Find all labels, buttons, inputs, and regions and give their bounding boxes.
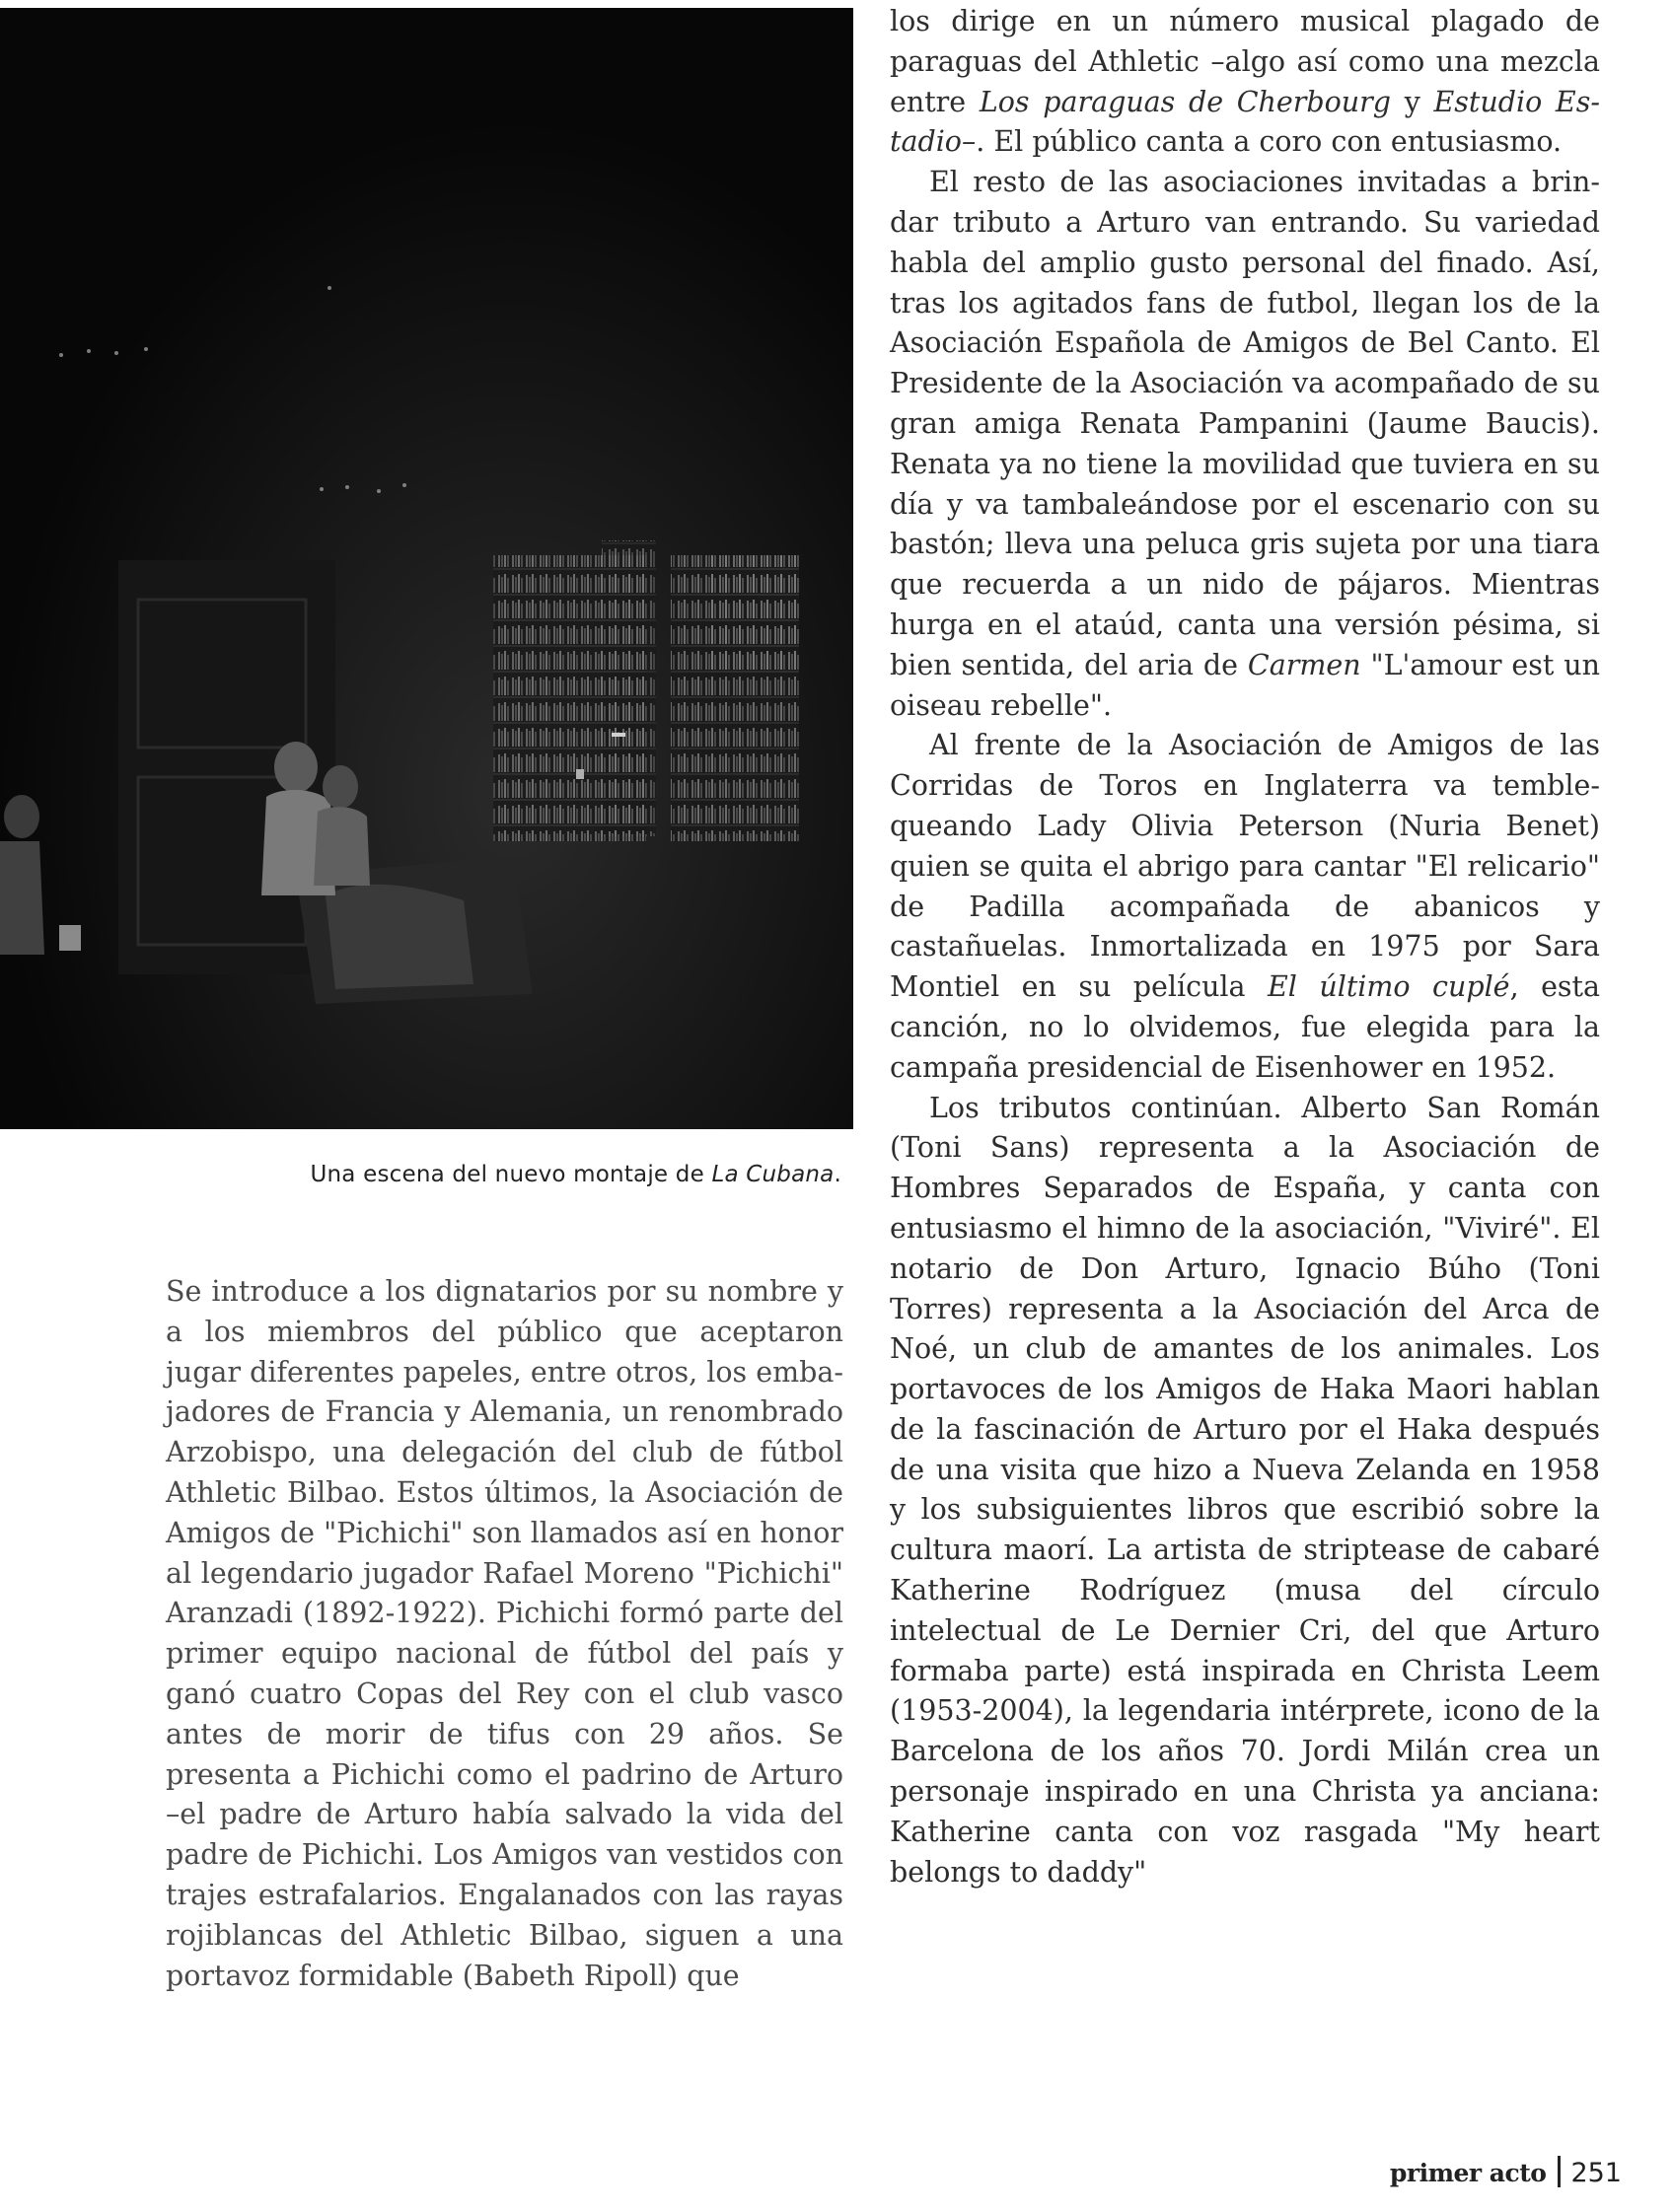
text-run: –. El público canta a coro con entusiasmo.: [961, 125, 1563, 159]
text-run: "L'amour est un oiseau rebelle".: [890, 648, 1600, 722]
caption-title: La Cubana: [711, 1162, 835, 1187]
opera-title: Carmen: [1247, 648, 1361, 681]
text-run: El resto de las asociaciones invitadas a brindar tributo a Arturo van entrando. Su variedad habla del amplio gusto personal del finado. Así, tras los agitados fans de futbol, llegan los de la Asociación Española de Amigos de Bel Canto. El Presidente de la Asociación va acompañado de su gran amiga Renata Pampanini (Jaume Baucis). Renata ya no tiene la movilidad que tuviera en su día y va tambaleándose por el escenario con su bastón; lleva una peluca gris sujeta por una tiara que recuerda a un nido de pájaros. Mientras hurga en el ataúd, canta una versión pésima, si bien sentida, del aria de: [890, 166, 1600, 681]
text-run: los dirige en un número musical plagado de paraguas del Athletic –algo así como una mezcla entre: [890, 5, 1600, 118]
photo-illustration: [0, 8, 853, 1129]
stage-scene-photo: [0, 8, 853, 1129]
page-footer: [1390, 2156, 1622, 2188]
text-run: , esta canción, no lo olvidemos, fue elegida para la campaña presidencial de Eisenhower en 1952.: [890, 970, 1600, 1084]
right-paragraph-3: [890, 726, 1600, 1088]
text-run: Al frente de la Asociación de Amigos de las Corridas de Toros en Inglaterra va temblequeando Lady Olivia Peterson (Nuria Benet) quien se quita el abrigo para cantar "El relicario" de Padilla acompañada de abanicos y castañuelas. Inmortalizada en 1975 por Sara Montiel en su película: [890, 729, 1600, 1004]
right-paragraph-2: [890, 163, 1600, 726]
caption-end: .: [834, 1162, 841, 1187]
left-text-column: [166, 1272, 843, 1996]
right-paragraph-4: Los tributos continúan. Alberto San Román (Toni Sans) representa a la Asociación de Hombres Separados de España, y canta con entusiasmo el himno de la asociación, "Viviré". El notario de Don Arturo, Ignacio Búho (Toni Torres) representa a la Asociación del Arca de Noé, un club de amantes de los animales. Los portavoces de los Amigos de Haka Maori hablan de la fascinación de Arturo por el Haka después de una visita que hizo a Nueva Zelanda en 1958 y los subsiguientes libros que escribió sobre la cultura maorí. La artista de striptease de cabaré Katherine Rodríguez (musa del círculo intelectual de Le Dernier Cri, del que Arturo formaba parte) está inspirada en Christa Leem (1953-2004), la legendaria intérprete, icono de la Barcelona de los años 70. Jordi Milán crea un personaje inspirado en una Christa ya anciana: Katherine canta con voz rasgada "My heart belongs to daddy": [890, 1091, 1600, 1889]
caption-text: Una escena del nuevo montaje de: [310, 1162, 712, 1187]
film-title: Estudio Estadio: [890, 85, 1600, 159]
magazine-name: primer acto: [1389, 2159, 1547, 2187]
film-title: Los paraguas de Cherbourg: [979, 85, 1392, 118]
page-number: 251: [1570, 2158, 1622, 2188]
text-run: y: [1391, 85, 1434, 118]
right-text-column: [890, 2, 1600, 1892]
photo-caption: [0, 1162, 841, 1187]
left-paragraph-1: Se introduce a los dignatarios por su nombre y a los miembros del público que aceptaron jugar diferentes papeles, entre otros, los embajadores de Francia y Alemania, un renombrado Arzobispo, una delegación del club de fútbol Athletic Bilbao. Estos últimos, la Asociación de Amigos de "Pichichi" son llamados así en honor al legendario jugador Rafael Moreno "Pichichi" Aranzadi (1892-1922). Pichichi formó parte del primer equipo nacional de fútbol del país y ganó cuatro Copas del Rey con el club vasco antes de morir de tifus con 29 años. Se presenta a Pichichi como el padrino de Arturo –el padre de Arturo había salvado la vida del padre de Pichichi. Los Amigos van vestidos con trajes estrafalarios. Engalanados con las rayas rojiblancas del Athletic Bilbao, siguen a una portavoz formidable (Babeth Ripoll) que: [166, 1275, 843, 1992]
right-paragraph-1: [890, 2, 1600, 163]
film-title: El último cuplé: [1267, 970, 1510, 1004]
footer-divider: [1558, 2156, 1561, 2187]
